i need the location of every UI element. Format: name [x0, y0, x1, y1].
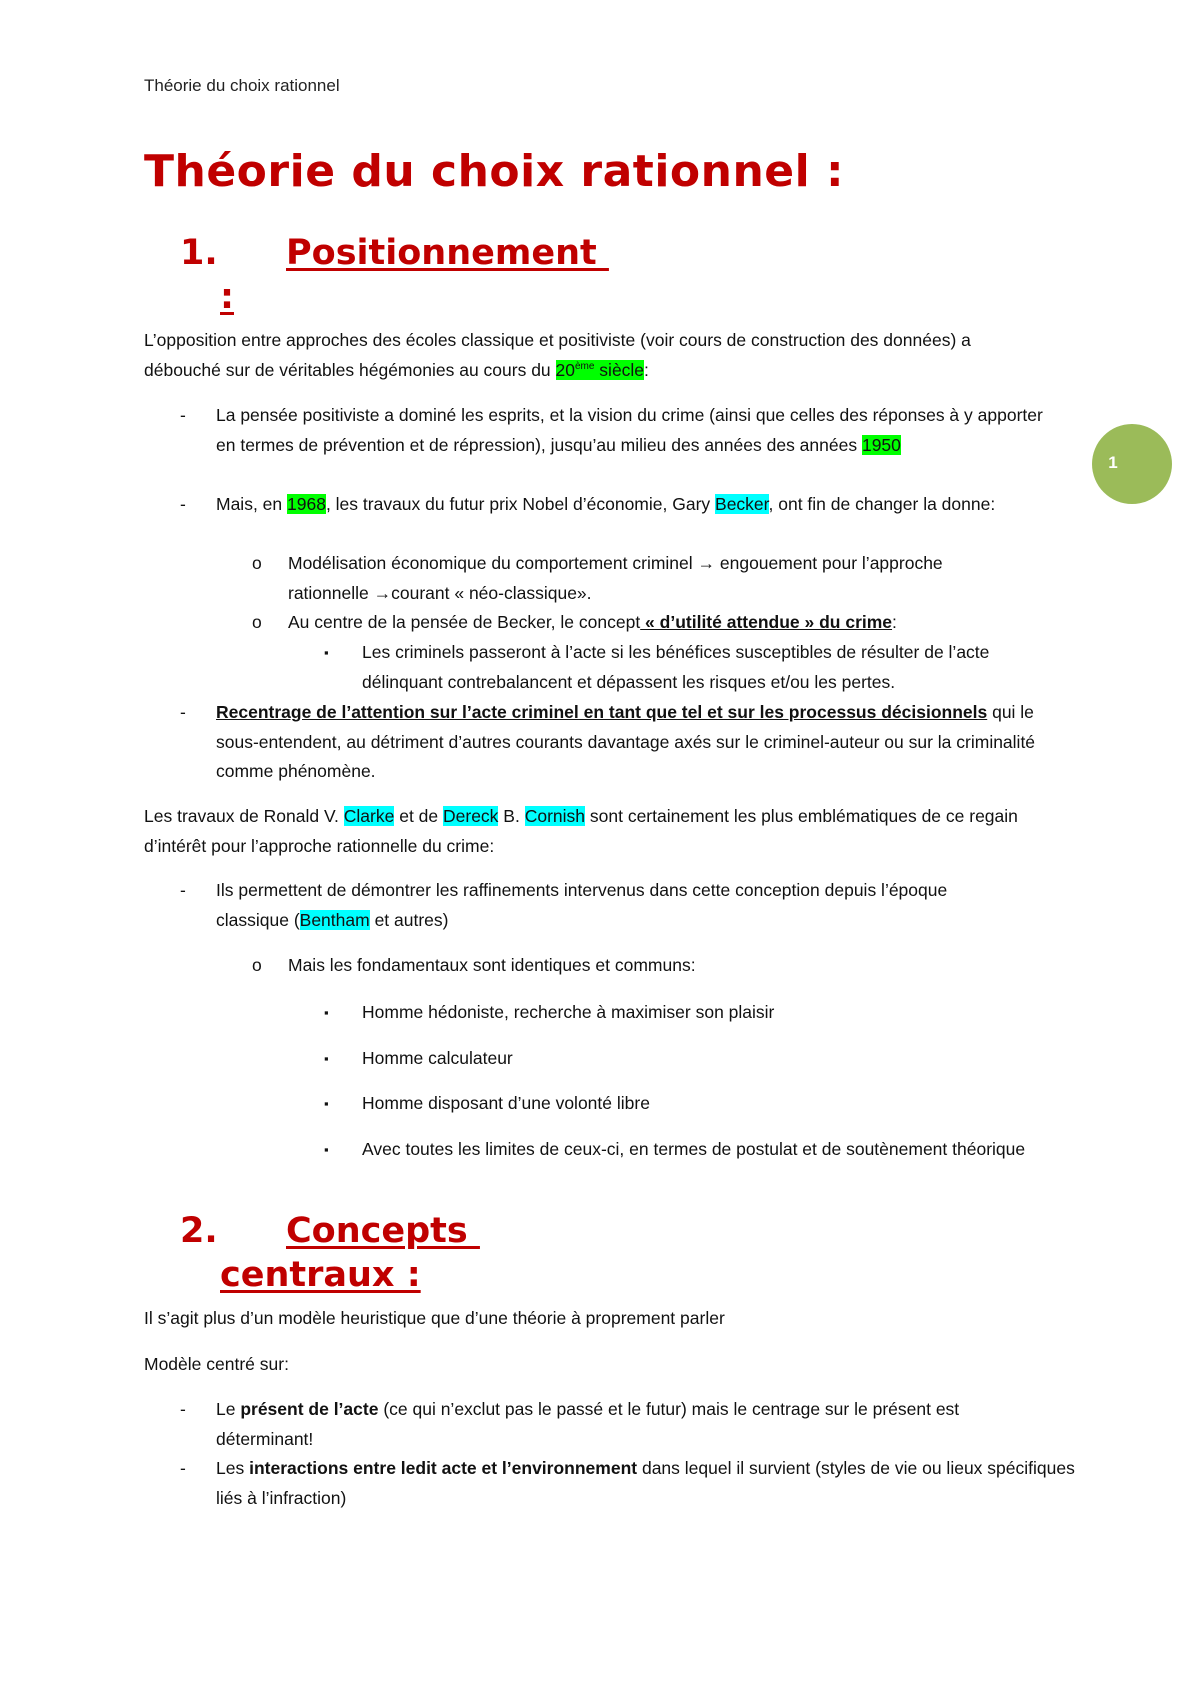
- section-heading-text: Concepts: [286, 1211, 480, 1251]
- sub-list-item: o Modélisation économique du comportement criminel → engouement pour l’approche rationnelle →courant « néo-classique».: [288, 549, 1008, 608]
- highlight-name: Dereck: [443, 806, 499, 826]
- running-header: Théorie du choix rationnel: [144, 76, 340, 95]
- key-statement: Recentrage de l’attention sur l’acte criminel en tant que tel et sur les processus décisionnels: [216, 702, 988, 722]
- list-item: - La pensée positiviste a dominé les esprits, et la vision du crime (ainsi que celles des réponses à y apporter en termes de prévention et de répression), jusqu’au milieu des années des années 1950: [216, 401, 1066, 460]
- section-number: 2.: [180, 1211, 218, 1251]
- dash-bullet-icon: -: [180, 405, 186, 425]
- list-item: - Recentrage de l’attention sur l’acte criminel en tant que tel et sur les processus décisionnels qui le sous-entendent, au détriment d’autres courants davantage axés sur le criminel-auteur ou sur la criminalité comme phénomène.: [216, 698, 1076, 787]
- dash-bullet-icon: -: [180, 1458, 186, 1478]
- section-heading-colon: :: [220, 277, 234, 317]
- section-2-heading: [180, 1210, 780, 1300]
- key-concept: « d’utilité attendue » du crime: [640, 612, 893, 632]
- square-bullet-icon: ▪: [324, 1142, 329, 1157]
- key-term: présent de l’acte: [240, 1399, 379, 1419]
- dash-bullet-icon: -: [180, 880, 186, 900]
- dash-bullet-icon: -: [180, 1399, 186, 1419]
- sub-sub-list-item: ▪ Les criminels passeront à l’acte si les bénéfices susceptibles de résulter de l’acte délinquant contrebalancent et dépassent les risques et/ou les pertes.: [362, 638, 1052, 697]
- page-number-badge: 1: [1092, 424, 1172, 504]
- key-term: interactions entre ledit acte et l’environnement: [249, 1458, 638, 1478]
- sub-sub-list-item: ▪ Avec toutes les limites de ceux-ci, en termes de postulat et de soutènement théorique: [362, 1135, 1062, 1165]
- circle-bullet-icon: o: [252, 553, 262, 573]
- square-bullet-icon: ▪: [324, 1096, 329, 1111]
- paragraph: Modèle centré sur:: [144, 1354, 289, 1374]
- list-item: - Le présent de l’acte (ce qui n’exclut pas le passé et le futur) mais le centrage sur le présent est déterminant!: [216, 1395, 1056, 1454]
- sub-sub-list-item: ▪ Homme hédoniste, recherche à maximiser son plaisir: [362, 998, 1052, 1028]
- highlight-century: 20ème siècle: [555, 359, 645, 380]
- highlight-name: Bentham: [299, 909, 370, 930]
- sub-sub-list-item: ▪ Homme disposant d’une volonté libre: [362, 1089, 1052, 1119]
- section-1-heading: [180, 232, 780, 322]
- dash-bullet-icon: -: [180, 702, 186, 722]
- section-number: 1.: [180, 233, 218, 273]
- dash-bullet-icon: -: [180, 494, 186, 514]
- paragraph: Il s’agit plus d’un modèle heuristique que d’une théorie à proprement parler: [144, 1308, 725, 1328]
- sub-list-item: o Au centre de la pensée de Becker, le concept « d’utilité attendue » du crime:: [288, 608, 1048, 638]
- section-heading-text: Positionnement: [286, 233, 609, 273]
- highlight-name: Cornish: [524, 806, 586, 826]
- intro-paragraph: L’opposition entre approches des écoles classique et positiviste (voir cours de construction des données) a débouché sur de véritables hégémonies au cours du 20ème siècle:: [144, 330, 971, 380]
- section-heading-text-cont: centraux :: [220, 1255, 421, 1295]
- paragraph: Les travaux de Ronald V. Clarke et de Dereck B. Cornish sont certainement les plus emblématiques de ce regain d’intérêt pour l’approche rationnelle du crime:: [144, 806, 1018, 856]
- circle-bullet-icon: o: [252, 612, 262, 632]
- highlight-year: 1950: [861, 434, 901, 455]
- sub-sub-list-item: ▪ Homme calculateur: [362, 1044, 1052, 1074]
- sub-list-item: o Mais les fondamentaux sont identiques et communs:: [288, 951, 1008, 981]
- highlight-year: 1968: [287, 494, 326, 514]
- list-item: - Mais, en 1968, les travaux du futur prix Nobel d’économie, Gary Becker, ont fin de changer la donne:: [216, 490, 1066, 520]
- document-title: Théorie du choix rationnel :: [144, 146, 845, 197]
- highlight-name: Clarke: [343, 806, 395, 826]
- list-item: - Les interactions entre ledit acte et l’environnement dans lequel il survient (styles de vie ou lieux spécifiques liés à l’infraction): [216, 1454, 1076, 1513]
- circle-bullet-icon: o: [252, 955, 262, 975]
- highlight-name: Becker: [715, 494, 769, 514]
- list-item: - Ils permettent de démontrer les raffinements intervenus dans cette conception depuis l’époque classique (Bentham et autres): [216, 876, 1016, 935]
- square-bullet-icon: ▪: [324, 1051, 329, 1066]
- square-bullet-icon: ▪: [324, 1005, 329, 1020]
- square-bullet-icon: ▪: [324, 645, 329, 660]
